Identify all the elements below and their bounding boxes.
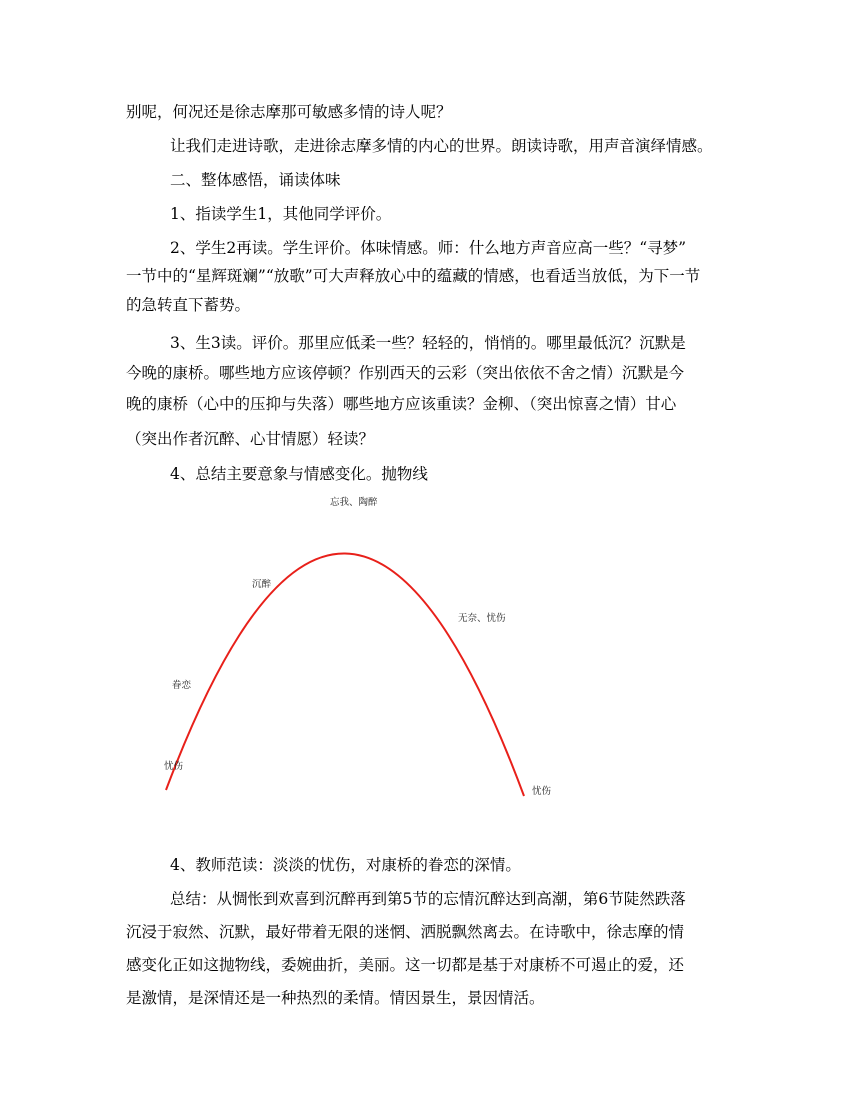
paragraph-line: 2、学生2再读。学生评价。体味情感。师：什么地方声音应高一些？“寻梦”: [170, 239, 687, 257]
paragraph-line: 的急转直下蓄势。: [126, 296, 251, 314]
paragraph: 4、教师范读：淡淡的忧伤，对康桥的眷恋的深情。: [170, 856, 521, 874]
paragraph: 4、总结主要意象与情感变化。抛物线: [170, 465, 428, 483]
label-end-sorrow: 忧伤: [532, 786, 552, 797]
parabola-curve: [166, 553, 524, 796]
paragraph-line: 沉浸于寂然、沉默，最好带着无限的迷惘、洒脱飘然离去。在诗歌中，徐志摩的情: [126, 923, 685, 941]
label-helpless: 无奈、忧伤: [458, 613, 506, 624]
paragraph-line: 总结：从惆怅到欢喜到沉醉再到第5节的忘情沉醉达到高潮，第6节陡然跌落: [170, 890, 686, 908]
paragraph-line: 3、生3读。评价。那里应低柔一些？轻轻的，悄悄的。哪里最低沉？沉默是: [170, 334, 686, 352]
label-peak: 忘我、陶醉: [330, 497, 378, 508]
emotion-parabola-figure: [126, 488, 726, 808]
paragraph: 让我们走进诗歌，走进徐志摩多情的内心的世界。朗读诗歌，用声音演绎情感。: [170, 137, 713, 155]
label-intoxicated: 沉醉: [252, 579, 272, 590]
paragraph-line: （突出作者沉醉、心甘情愿）轻读？: [126, 430, 375, 448]
paragraph-line: 今晚的康桥。哪些地方应该停顿？作别西天的云彩（突出依依不舍之情）沉默是今: [126, 364, 685, 382]
paragraph-line: 感变化正如这抛物线，委婉曲折，美丽。这一切都是基于对康桥不可遏止的爱，还: [126, 956, 685, 974]
paragraph: 1、指读学生1，其他同学评价。: [170, 205, 392, 223]
paragraph-line: 一节中的“星辉斑斓”“放歌”可大声释放心中的蕴藏的情感，也看适当放低，为下一节: [126, 267, 701, 285]
label-attachment: 眷恋: [172, 680, 192, 691]
paragraph: 别呢，何况还是徐志摩那可敏感多情的诗人呢？: [126, 103, 452, 121]
paragraph-line: 是激情，是深情还是一种热烈的柔情。情因景生，景因情活。: [126, 989, 545, 1007]
label-start-sorrow: 忧伤: [164, 761, 184, 772]
section-heading: 二、整体感悟，诵读体味: [170, 171, 341, 189]
parabola-svg: [126, 488, 726, 808]
paragraph-line: 晚的康桥（心中的压抑与失落）哪些地方应该重读？金柳、（突出惊喜之情）甘心: [126, 395, 677, 413]
